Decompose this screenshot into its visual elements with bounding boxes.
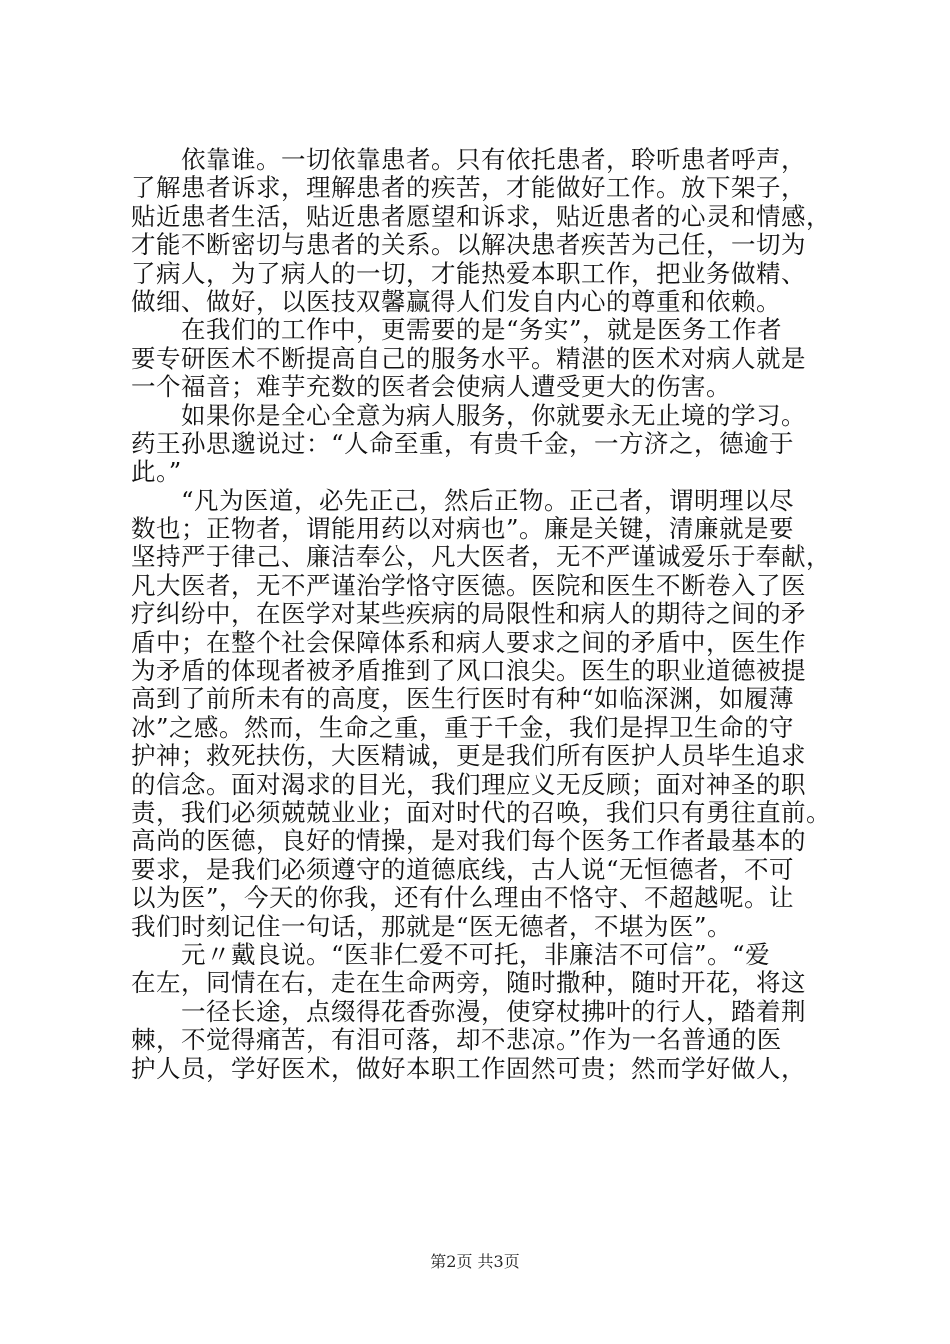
text-line: 要求，是我们必须遵守的道德底线，古人说“无恒德者，不可 — [131, 854, 795, 884]
text-line: “凡为医道，必先正己，然后正物。正己者，谓明理以尽 — [181, 485, 795, 515]
text-line: 护神；救死扶伤，大医精诚，更是我们所有医护人员毕生追求 — [131, 741, 806, 771]
text-line: 高到了前所未有的高度，医生行医时有种“如临深渊，如履薄 — [131, 684, 795, 714]
text-line: 护人员，学好医术，做好本职工作固然可贵；然而学好做人， — [131, 1053, 806, 1083]
text-line: 才能不断密切与患者的关系。以解决患者疾苦为己任，一切为 — [131, 230, 806, 260]
text-line: 了解患者诉求，理解患者的疾苦，才能做好工作。放下架子， — [131, 173, 806, 203]
body-text — [131, 146, 835, 1083]
text-line: 棘，不觉得痛苦，有泪可落，却不悲凉。”作为一名普通的医 — [131, 1025, 782, 1055]
text-line: 我们时刻记住一句话，那就是“医无德者，不堪为医”。 — [131, 911, 733, 941]
text-line: 以为医”，今天的你我，还有什么理由不恪守、不超越呢。让 — [131, 883, 795, 913]
text-line: 数也；正物者，谓能用药以对病也”。廉是关键，清廉就是要 — [131, 514, 795, 544]
text-line: 元〃戴良说。“医非仁爱不可托，非廉洁不可信”。“爱 — [181, 939, 771, 969]
text-line: 责，我们必须兢兢业业；面对时代的召唤，我们只有勇往直前。 — [131, 797, 831, 827]
text-line: 如果你是全心全意为病人服务，你就要永无止境的学习。 — [181, 400, 806, 430]
text-line: 的信念。面对渴求的目光，我们理应义无反顾；面对神圣的职 — [131, 769, 806, 799]
text-line: 凡大医者，无不严谨治学恪守医德。医院和医生不断卷入了医 — [131, 570, 806, 600]
text-line: 在左，同情在右，走在生命两旁，随时撒种，随时开花，将这 — [131, 968, 806, 998]
text-line: 高尚的医德，良好的情操，是对我们每个医务工作者最基本的 — [131, 826, 806, 856]
text-line: 在我们的工作中，更需要的是“务实”，就是医务工作者 — [181, 315, 783, 345]
text-line: 要专研医术不断提高自己的服务水平。精湛的医术对病人就是 — [131, 343, 806, 373]
text-line: 一个福音；难芋充数的医者会使病人遭受更大的伤害。 — [131, 372, 731, 402]
text-line: 了病人，为了病人的一切，才能热爱本职工作，把业务做精、 — [131, 258, 806, 288]
page-number-footer: 第2页 共3页 — [430, 1252, 520, 1271]
text-line: 做细、做好，以医技双馨赢得人们发自内心的尊重和依赖。 — [131, 286, 781, 316]
text-line: 冰”之感。然而，生命之重，重于千金，我们是捍卫生命的守 — [131, 712, 795, 742]
text-line: 为矛盾的体现者被矛盾推到了风口浪尖。医生的职业道德被提 — [131, 656, 806, 686]
text-line: 依靠谁。一切依靠患者。只有依托患者，聆听患者呼声， — [181, 145, 806, 174]
text-line: 药王孙思邈说过：“人命至重，有贵千金，一方济之，德逾于 — [131, 428, 795, 458]
text-line: 疗纠纷中，在医学对某些疾病的局限性和病人的期待之间的矛 — [131, 599, 806, 629]
text-line: 此。” — [131, 457, 182, 487]
text-line: 贴近患者生活，贴近患者愿望和诉求，贴近患者的心灵和情感， — [131, 201, 831, 231]
text-line: 坚持严于律己、廉洁奉公，凡大医者，无不严谨诚爱乐于奉献， — [131, 542, 831, 572]
text-line: 一径长途，点缀得花香弥漫，使穿杖拂叶的行人，踏着荆 — [181, 996, 806, 1026]
text-line: 盾中；在整个社会保障体系和病人要求之间的矛盾中，医生作 — [131, 627, 806, 657]
